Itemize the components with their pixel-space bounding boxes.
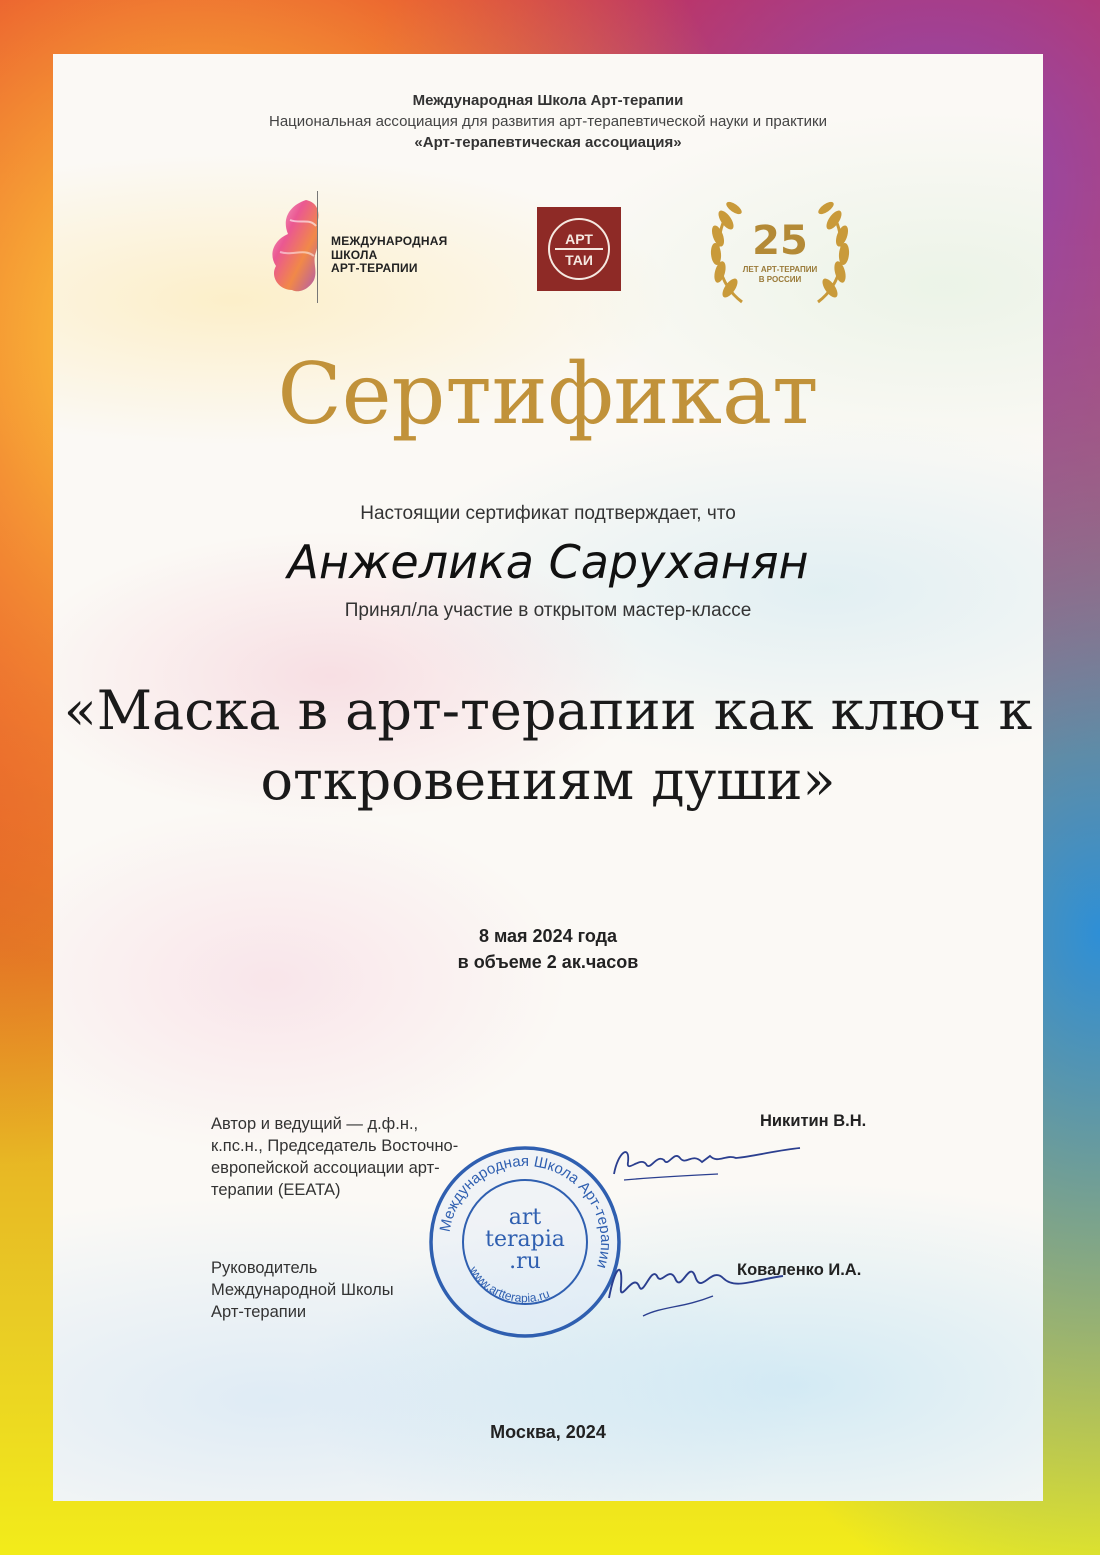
arti-logo <box>537 207 621 291</box>
head-role: Руководитель Международной Школы Арт-терапии <box>211 1259 394 1321</box>
event-date: 8 мая 2024 года <box>478 926 618 946</box>
head-name: Коваленко И.А. <box>737 1261 862 1279</box>
participation-text: Принял/ла участие в открытом мастер-классе <box>344 600 752 621</box>
stamp-center-line-3: .ru <box>509 1249 541 1274</box>
organization-name: Международная Школа Арт-терапии <box>412 92 684 109</box>
school-logo-line-3: АРТ-ТЕРАПИИ <box>331 261 418 275</box>
signature-nikitin <box>606 1134 806 1194</box>
stamp-seal <box>425 1142 625 1342</box>
stamp-center-line-2: terapia <box>485 1227 565 1252</box>
anniversary-caption-top: ЛЕТ АРТ-ТЕРАПИИ <box>742 265 818 274</box>
masterclass-title: «Маска в арт-терапии как ключ к откровениям души» <box>63 679 1033 812</box>
school-logo-text <box>331 235 447 276</box>
school-logo-line-2: ШКОЛА <box>331 247 378 262</box>
author-role: Автор и ведущий — д.ф.н., к.пс.н., Председатель Восточно-европейской ассоциации арт-терапии (EEATA) <box>211 1115 459 1199</box>
logo-divider <box>317 191 318 303</box>
signature-kovalenko <box>603 1236 793 1326</box>
recipient-name: Анжелика Саруханян <box>287 535 809 589</box>
anniversary-caption-bottom: В РОССИИ <box>758 275 802 284</box>
stamp-url: www.artterapia.ru <box>466 1263 552 1306</box>
arti-logo-top-text: АРТ <box>565 231 593 247</box>
association-short-name: «Арт-терапевтическая ассоциация» <box>414 134 682 151</box>
city-year: Москва, 2024 <box>490 1422 606 1442</box>
confirm-text: Настоящии сертификат подтверждает, что <box>360 503 736 524</box>
school-logo-line-1: МЕЖДУНАРОДНАЯ <box>331 234 448 248</box>
certificate-sheet <box>53 54 1043 1501</box>
stamp-ring-text: Международная Школа Арт-терапии <box>436 1152 615 1271</box>
author-name: Никитин В.Н. <box>760 1112 867 1130</box>
arti-logo-bottom-text: ТАИ <box>565 252 593 268</box>
certificate-title: Сертификат <box>277 345 819 443</box>
laurel-wreath-icon <box>704 192 856 312</box>
association-name: Национальная ассоциация для развития арт-терапевтической науки и практики <box>268 113 828 130</box>
event-volume: в объеме 2 ак.часов <box>457 952 639 972</box>
stamp-center-line-1: art <box>508 1205 542 1230</box>
anniversary-number: 25 <box>752 218 808 264</box>
